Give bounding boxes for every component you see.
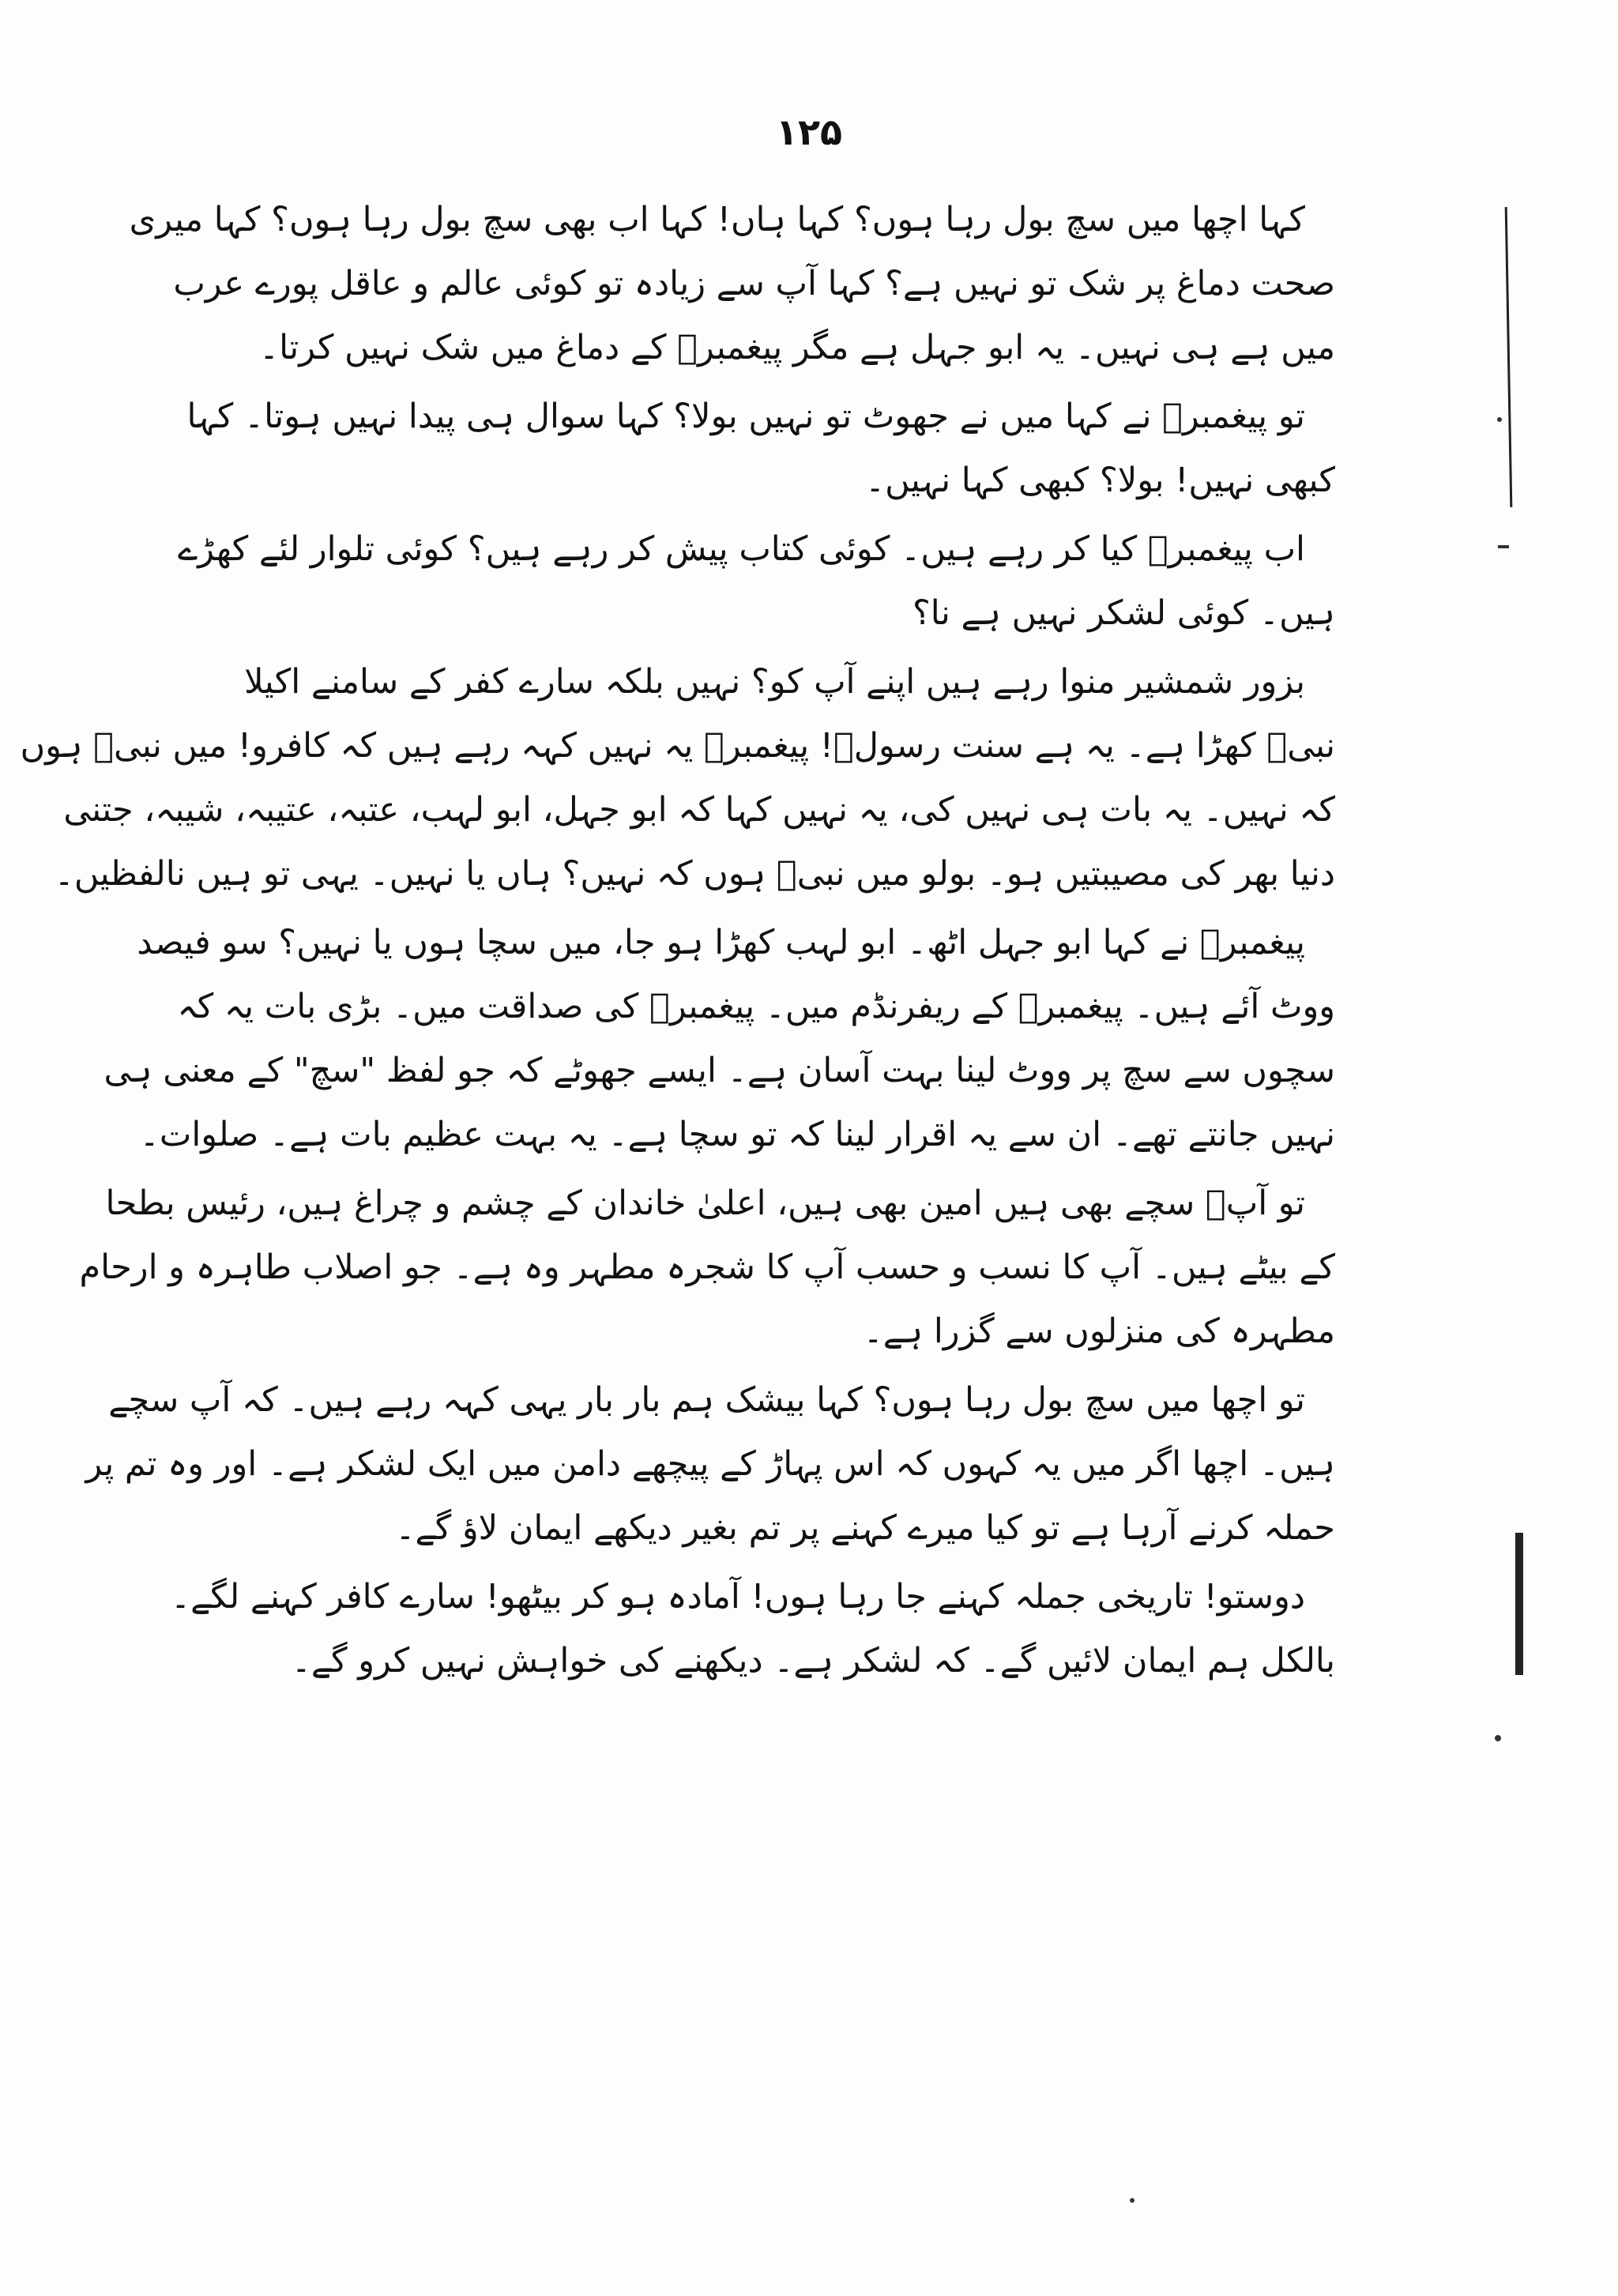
text-line: سچوں سے سچ پر ووٹ لینا بہت آسان ہے۔ ایسے جھوٹے کہ جو لفظ "سچ" کے معنی ہی [103, 1051, 1335, 1090]
text-line: نہیں جانتے تھے۔ ان سے یہ اقرار لینا کہ تو سچا ہے۔ یہ بہت عظیم بات ہے۔ صلوات۔ [139, 1115, 1335, 1154]
text-line: کہا اچھا میں سچ بول رہا ہوں؟ کہا ہاں! کہا اب بھی سچ بول رہا ہوں؟ کہا میری [129, 200, 1305, 239]
text-line: تو اچھا میں سچ بول رہا ہوں؟ کہا بیشک ہم بار بار یہی کہہ رہے ہیں۔ کہ آپ سچے [108, 1380, 1305, 1420]
text-line: صحت دماغ پر شک تو نہیں ہے؟ کہا آپ سے زیادہ تو کوئی عالم و عاقل پورے عرب [173, 264, 1335, 303]
page-number: ۱۲۵ [775, 111, 843, 153]
paragraph [20, 650, 1335, 906]
scan-speck [1130, 2198, 1134, 2203]
text-line: نبیؐ کھڑا ہے۔ یہ ہے سنت رسولؐ! پیغمبرؐ یہ نہیں کہہ رہے ہیں کہ کافرو! میں نبیؐ ہوں [20, 726, 1335, 766]
text-line: کے بیٹے ہیں۔ آپ کا نسب و حسب آپ کا شجرہ مطہر وہ ہے۔ جو اصلاب طاہرہ و ارحام [79, 1248, 1335, 1287]
text-line: تو آپؐ سچے بھی ہیں امین بھی ہیں، اعلیٰ خاندان کے چشم و چراغ ہیں، رئیس بطحا [105, 1184, 1305, 1223]
text-line: دوستو! تاریخی جملہ کہنے جا رہا ہوں! آمادہ ہو کر بیٹھو! سارے کافر کہنے لگے۔ [170, 1577, 1305, 1617]
text-line: پیغمبرؐ نے کہا ابو جہل اٹھ۔ ابو لہب کھڑا ہو جا، میں سچا ہوں یا نہیں؟ سو فیصد [137, 923, 1305, 962]
scan-speck [1495, 1735, 1501, 1741]
text-line: میں ہے ہی نہیں۔ یہ ابو جہل ہے مگر پیغمبرؐ کے دماغ میں شک نہیں کرتا۔ [258, 328, 1335, 367]
text-line: کہ نہیں۔ یہ بات ہی نہیں کی، یہ نہیں کہا کہ ابو جہل، ابو لہب، عتبہ، عتیبہ، شیبہ، جتنی [63, 790, 1335, 830]
paragraph [85, 1368, 1335, 1560]
paragraph [129, 188, 1335, 380]
text-line: کبھی نہیں! بولا؟ کبھی کہا نہیں۔ [864, 461, 1335, 500]
text-line: تو پیغمبرؐ نے کہا میں نے جھوٹ تو نہیں بولا؟ کہا سوال ہی پیدا نہیں ہوتا۔ کہا [186, 397, 1305, 436]
margin-rule-top [1505, 207, 1513, 507]
text-line: ہیں۔ اچھا اگر میں یہ کہوں کہ اس پہاڑ کے پیچھے دامن میں ایک لشکر ہے۔ اور وہ تم پر [85, 1444, 1335, 1484]
body-text [20, 188, 1335, 1698]
margin-rule-middle [1515, 1533, 1523, 1675]
text-line: ہیں۔ کوئی لشکر نہیں ہے نا؟ [912, 593, 1335, 633]
text-line: بزور شمشیر منوا رہے ہیں اپنے آپ کو؟ نہیں بلکہ سارے کفر کے سامنے اکیلا [244, 662, 1305, 702]
text-line: ووٹ آئے ہیں۔ پیغمبرؐ کے ریفرنڈم میں۔ پیغمبرؐ کی صداقت میں۔ بڑی بات یہ کہ [177, 987, 1335, 1026]
paragraph [186, 385, 1335, 513]
paragraph [178, 518, 1335, 646]
text-line: دنیا بھر کی مصیبتیں ہو۔ بولو میں نبیؐ ہوں کہ نہیں؟ ہاں یا نہیں۔ یہی تو ہیں نالفظیں۔ [54, 854, 1335, 894]
text-line: اب پیغمبرؐ کیا کر رہے ہیں۔ کوئی کتاب پیش کر رہے ہیں؟ کوئی تلوار لئے کھڑے [178, 529, 1305, 569]
paragraph [79, 1172, 1335, 1364]
text-line: بالکل ہم ایمان لائیں گے۔ کہ لشکر ہے۔ دیکھنے کی خواہش نہیں کرو گے۔ [291, 1641, 1335, 1681]
text-line: حملہ کرنے آرہا ہے تو کیا میرے کہنے پر تم بغیر دیکھے ایمان لاؤ گے۔ [395, 1508, 1335, 1548]
paragraph [103, 911, 1335, 1167]
text-line: مطہرہ کی منزلوں سے گزرا ہے۔ [863, 1312, 1335, 1351]
scan-speck [1498, 545, 1509, 548]
scan-speck [1497, 417, 1502, 422]
paragraph [170, 1565, 1335, 1693]
